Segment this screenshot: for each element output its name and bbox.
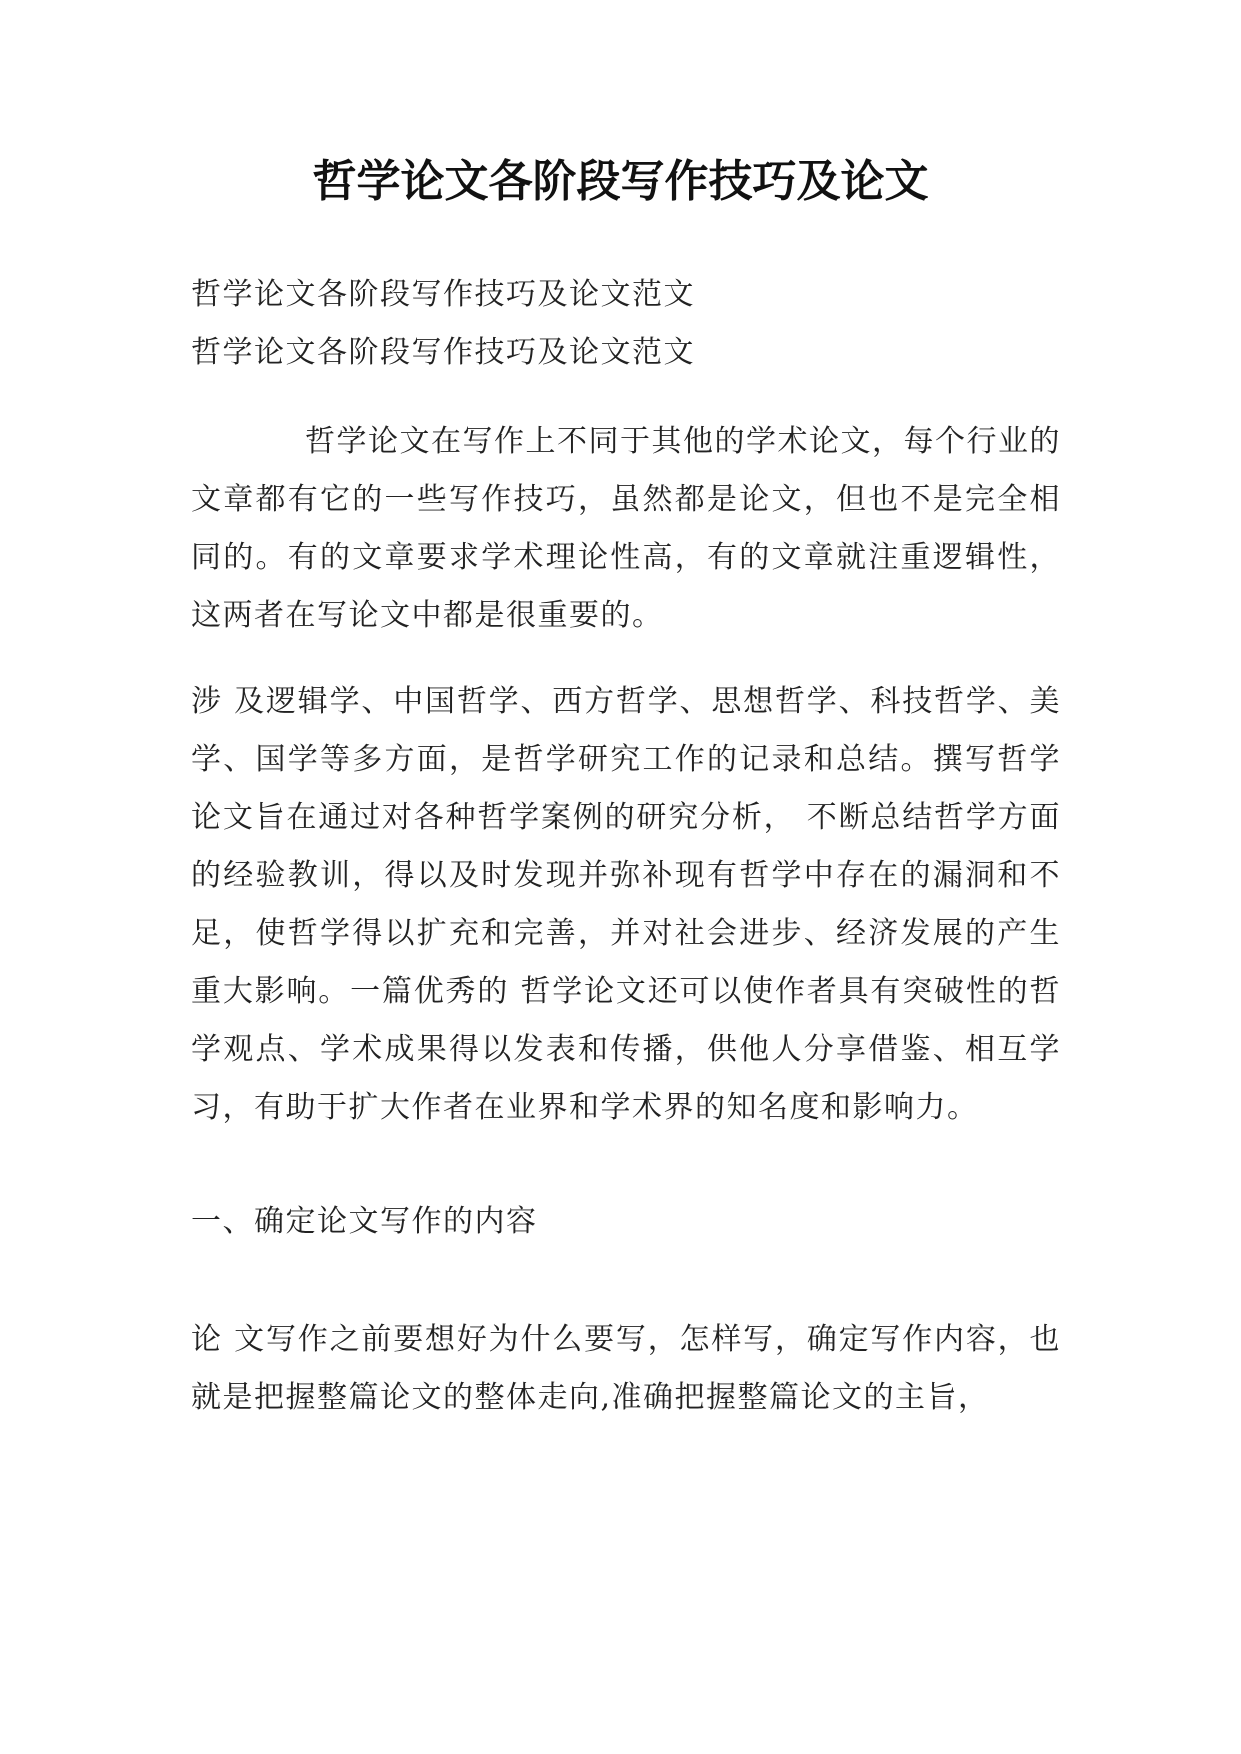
content-paragraph-block: [191, 1311, 1061, 1427]
subtitle-line: 哲学论文各阶段写作技巧及论文范文: [191, 277, 695, 312]
content-paragraph: 论 文写作之前要想好为什么要写，怎样写，确定写作内容，也就是把握整篇论文的整体走向,准确把握整篇论文的主旨，: [191, 1322, 1061, 1415]
intro-paragraph: 哲学论文在写作上不同于其他的学术论文，每个行业的文章都有它的一些写作技巧，虽然都是论文，但也不是完全相同的。有的文章要求学术理论性高，有的文章就注重逻辑性，这两者在写论文中都是很重要的。: [191, 424, 1061, 633]
document-title: 哲学论文各阶段写作技巧及论文: [312, 156, 929, 207]
scope-paragraph-block: [191, 673, 1061, 1137]
subtitle-block: [191, 266, 1061, 382]
section-heading-block: [191, 1193, 1061, 1251]
section-heading: 一、确定论文写作的内容: [191, 1204, 538, 1239]
scope-paragraph: 涉 及逻辑学、中国哲学、西方哲学、思想哲学、科技哲学、美学、国学等多方面，是哲学研究工作的记录和总结。撰写哲学论文旨在通过对各种哲学案例的研究分析， 不断总结哲学方面的经验教训，得以及时发现并弥补现有哲学中存在的漏洞和不足，使哲学得以扩充和完善，并对社会进步、经济发展的产生重大影响。一篇优秀的 哲学论文还可以使作者具有突破性的哲学观点、学术成果得以发表和传播，供他人分享借鉴、相互学习，有助于扩大作者在业界和学术界的知名度和影响力。: [191, 684, 1061, 1125]
intro-paragraph-block: [191, 413, 1061, 645]
subtitle-line: 哲学论文各阶段写作技巧及论文范文: [191, 335, 695, 370]
